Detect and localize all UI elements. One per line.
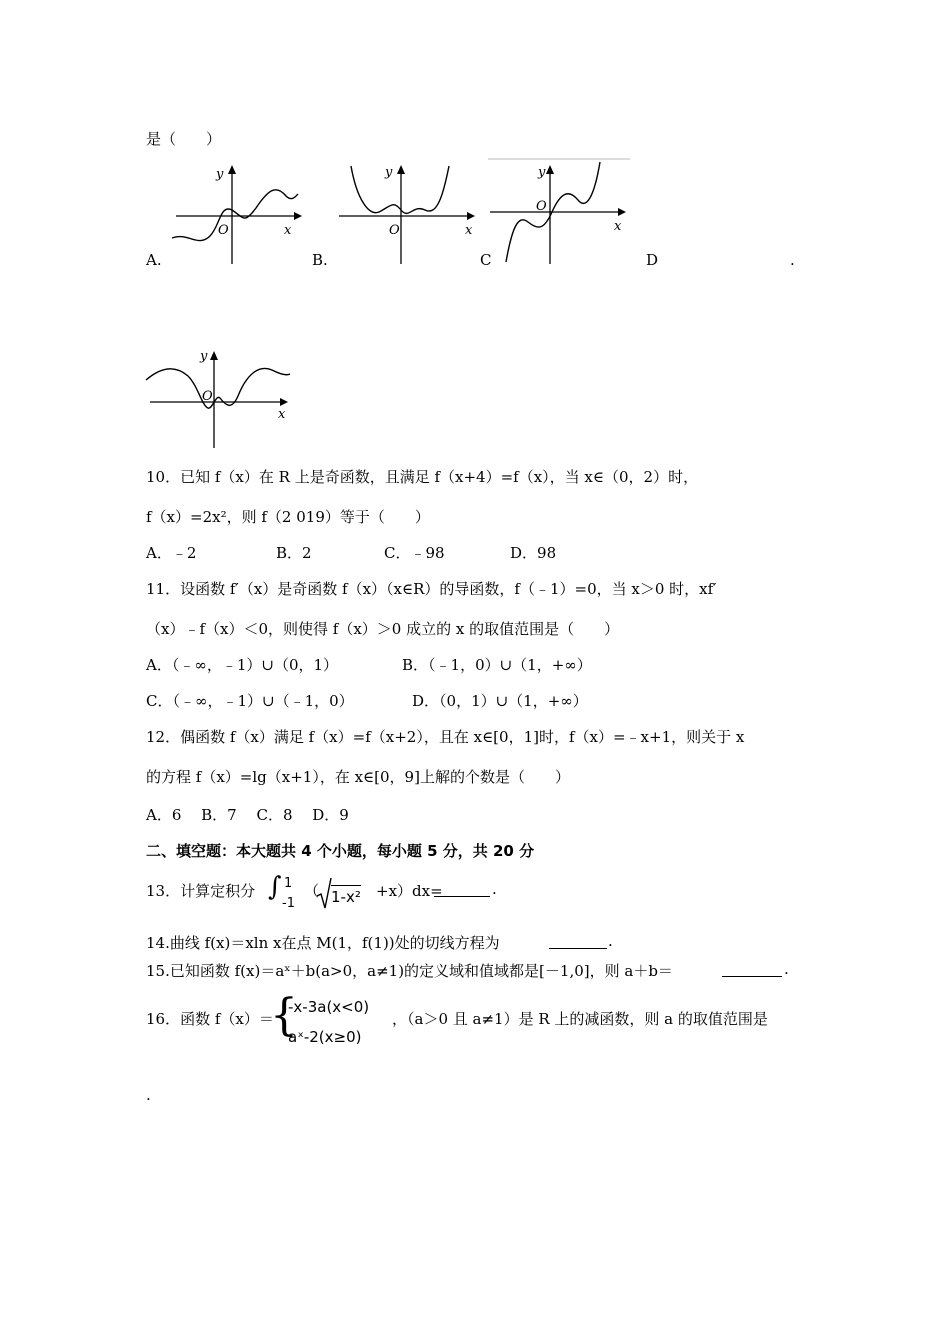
origin-label: O [536, 199, 547, 214]
x-axis-label: x [465, 223, 473, 238]
q11-option-b: B．（﹣1，0）∪（1，+∞） [402, 656, 592, 674]
q12-line2: 的方程 f（x）=lg（x+1），在 x∈[0，9]上解的个数是（ ） [146, 768, 570, 786]
q13-radicand: 1-x² [331, 885, 361, 906]
q13-integral-sign: ∫ [268, 872, 282, 902]
option-c-label: C [480, 251, 492, 269]
q15-end: . [784, 960, 789, 978]
q13-sqrt-icon [316, 876, 332, 910]
q10-option-a: A．﹣2 [146, 544, 197, 562]
option-b-label: B. [312, 251, 328, 269]
y-axis-label: y [200, 349, 208, 364]
y-axis-label: y [216, 167, 224, 182]
q10-option-b: B．2 [276, 544, 312, 562]
q11-line2: （x）﹣f（x）＜0，则使得 f（x）＞0 成立的 x 的取值范围是（ ） [146, 620, 620, 638]
q13-prefix: 13．计算定积分 [146, 882, 256, 900]
intro-text: 是（ ） [146, 130, 222, 148]
section-2-heading: 二、填空题：本大题共 4 个小题，每小题 5 分，共 20 分 [146, 842, 535, 860]
q16-case-1: -x-3a(x<0) [288, 998, 370, 1016]
q15-answer-blank[interactable] [722, 960, 782, 977]
end-dot: . [146, 1086, 151, 1104]
q13-answer-blank[interactable] [434, 880, 490, 897]
q16-suffix: ，（a＞0 且 a≠1）是 R 上的减函数，则 a 的取值范围是 [392, 1010, 768, 1028]
x-axis-label: x [614, 219, 622, 234]
q13-tail: +x）dx= [376, 882, 443, 900]
q10-line1: 10．已知 f（x）在 R 上是奇函数，且满足 f（x+4）=f（x），当 x∈（0，2）时， [146, 468, 699, 486]
y-axis-label: y [538, 165, 546, 180]
q14-text: 14.曲线 f(x)＝xln x在点 M(1，f(1))处的切线方程为 [146, 934, 500, 952]
q10-option-d: D．98 [510, 544, 557, 562]
q12-options: A．6 B．7 C．8 D．9 [146, 806, 349, 824]
x-axis-label: x [278, 407, 286, 422]
q16-brace: { [270, 990, 298, 1041]
q14-answer-blank[interactable] [549, 932, 607, 949]
q16-case-2: aˣ-2(x≥0) [288, 1028, 362, 1046]
q11-option-a: A．（﹣∞，﹣1）∪（0，1） [146, 656, 339, 674]
q16-prefix: 16．函数 f（x）＝ [146, 1010, 274, 1028]
option-a-label: A. [146, 251, 162, 269]
q11-option-d: D．（0，1）∪（1，+∞） [412, 692, 588, 710]
graph-a [168, 160, 308, 266]
q15-text: 15.已知函数 f(x)＝aˣ＋b(a>0，a≠1)的定义域和值域都是[－1,0]，则 a＋b＝ [146, 962, 673, 980]
q13-lower-limit: -1 [282, 896, 295, 911]
q13-paren-open: （ [304, 882, 320, 900]
origin-label: O [218, 223, 229, 238]
q11-line1: 11．设函数 f′（x）是奇函数 f（x）（x∈R）的导函数，f（﹣1）=0，当 x＞0 时，xf′ [146, 580, 717, 598]
graph-b [335, 160, 480, 266]
y-axis-label: y [385, 165, 393, 180]
q10-line2: f（x）=2x²，则 f（2 019）等于（ ） [146, 508, 430, 526]
option-d-dot: . [790, 251, 795, 269]
q12-line1: 12．偶函数 f（x）满足 f（x）=f（x+2），且在 x∈[0，1]时，f（x）=﹣x+1，则关于 x [146, 728, 745, 746]
q10-option-c: C．﹣98 [384, 544, 445, 562]
origin-label: O [202, 389, 213, 404]
x-axis-label: x [284, 223, 292, 238]
origin-label: O [389, 223, 400, 238]
graph-c [486, 158, 632, 268]
q13-upper-limit: 1 [284, 876, 293, 891]
graph-d [142, 346, 294, 450]
q14-end: . [608, 932, 613, 950]
q11-option-c: C．（﹣∞，﹣1）∪（﹣1，0） [146, 692, 354, 710]
q13-end: . [492, 880, 497, 898]
option-d-label: D [646, 251, 659, 269]
